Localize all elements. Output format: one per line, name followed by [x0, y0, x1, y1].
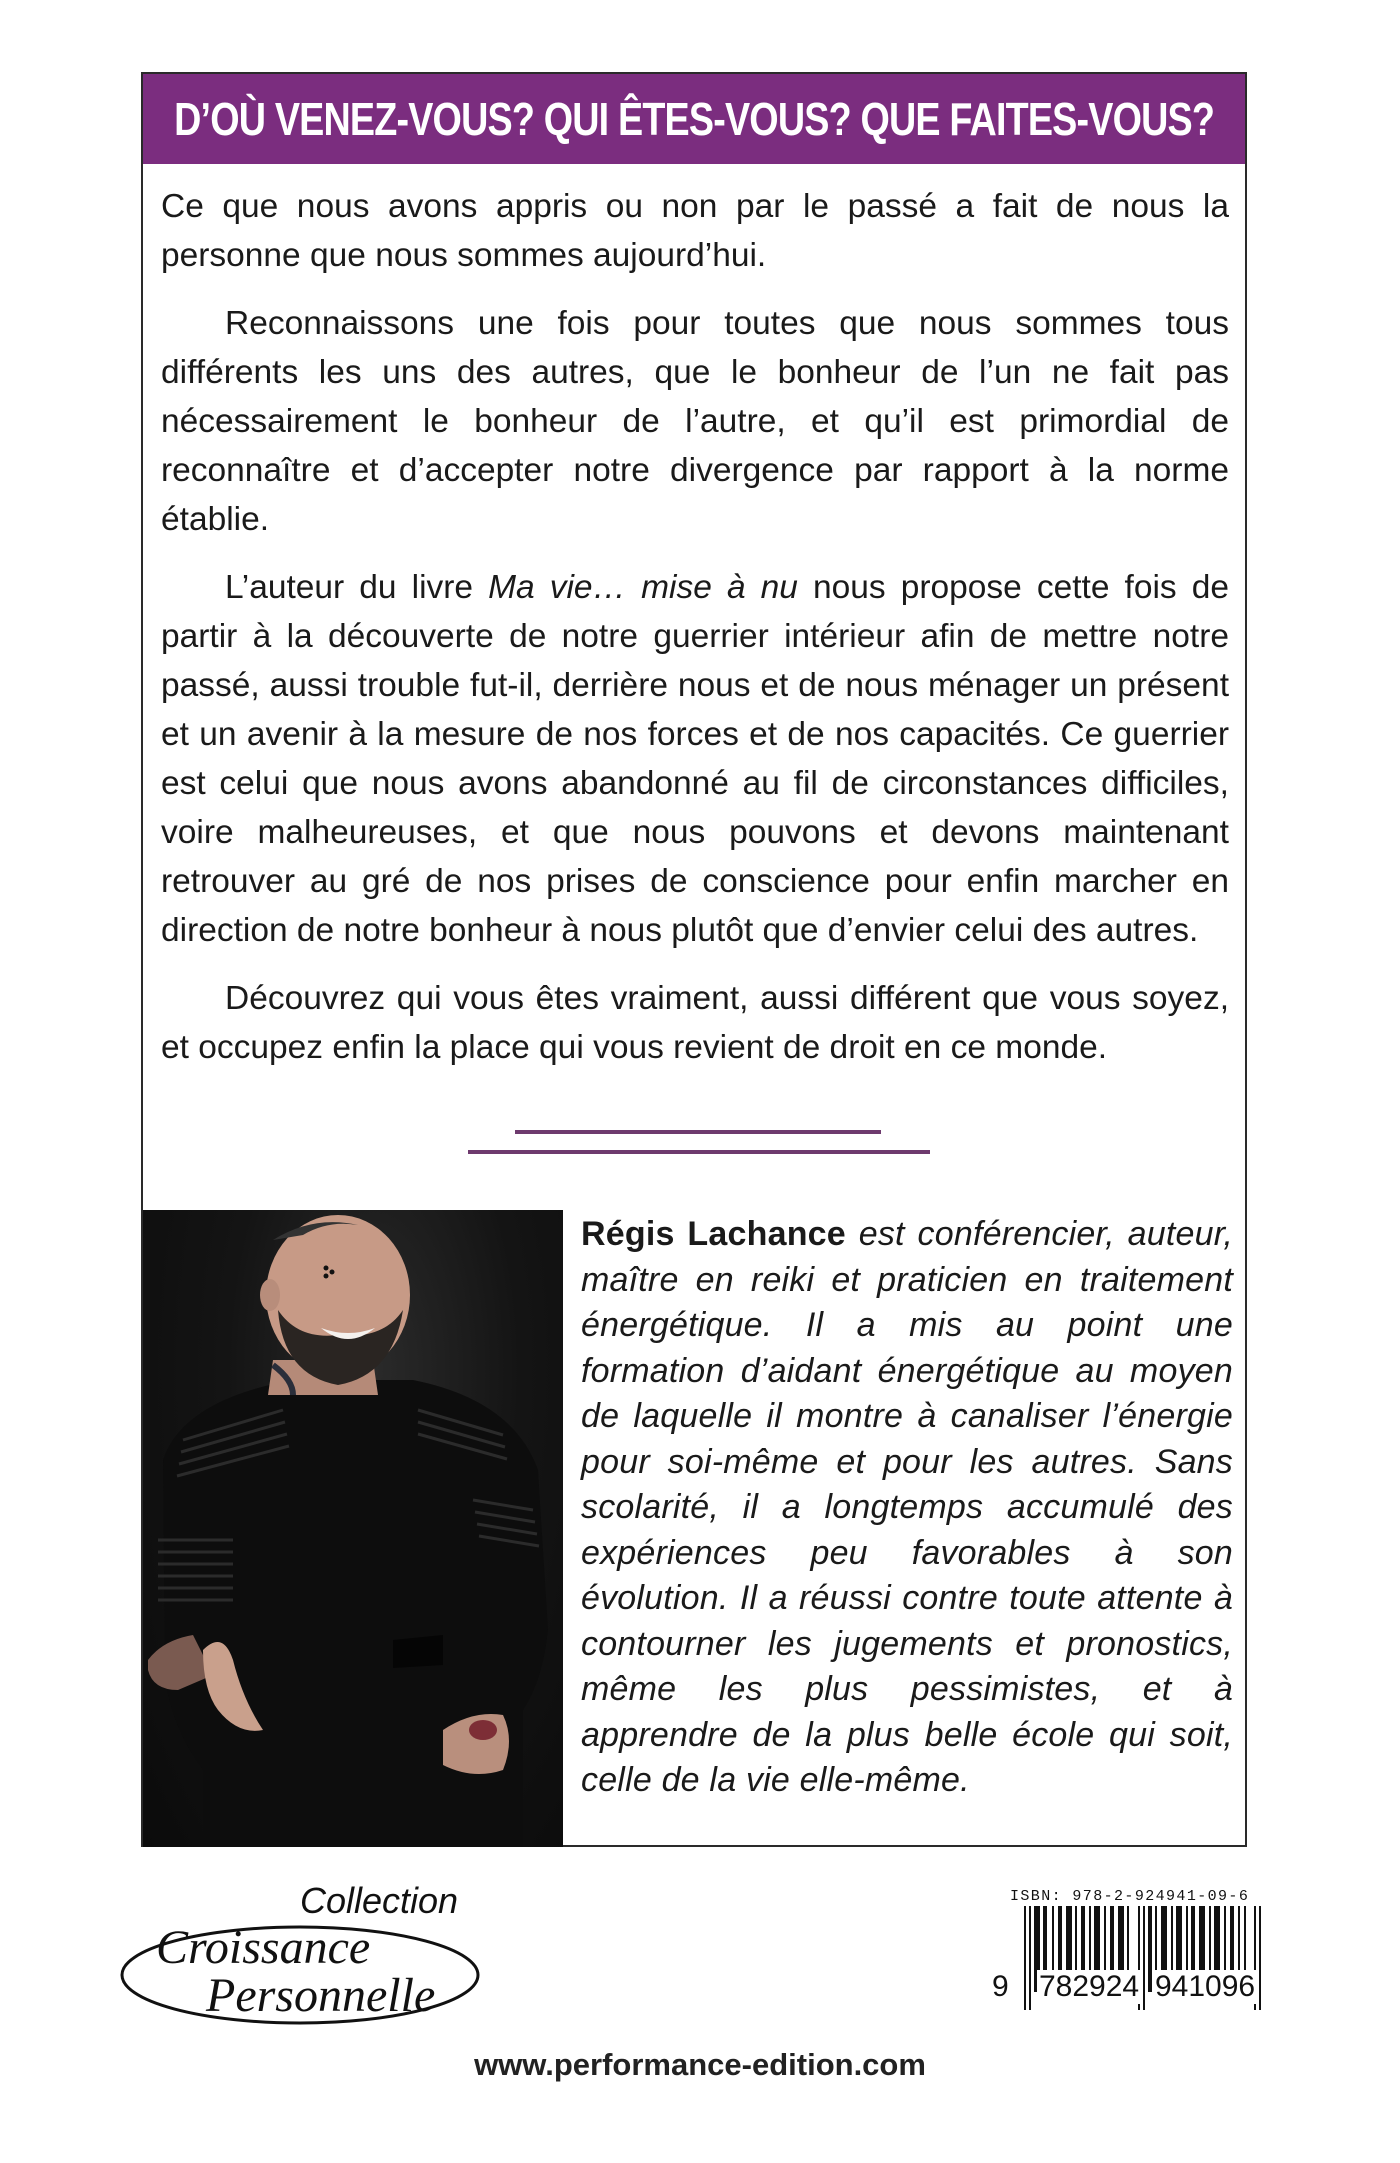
blurb-text [161, 182, 1229, 1091]
divider-line-top [515, 1130, 881, 1134]
author-photo [143, 1210, 563, 1847]
title-banner [143, 74, 1245, 164]
blurb-paragraph-2: Reconnaissons une fois pour toutes que nous sommes tous différents les uns des autres, que le bonheur de l’un ne fait pas nécessairement le bonheur de l’autre, et qu’il est primordial de reconnaître et d’accepter notre divergence par rapport à la norme établie. [161, 305, 1229, 538]
blurb-p3-lead: L’auteur du livre [225, 569, 489, 606]
back-cover-frame [141, 72, 1247, 1847]
collection-logo [110, 1880, 490, 2040]
barcode-left-digits: 782924 [1039, 1970, 1140, 2003]
author-bio-text: est conférencier, auteur, maître en reiki et praticien en traitement énergétique. Il a mis au point une formation d’aidant énergétique au moyen de laquelle il montre à canaliser l’énergie pour soi-même et pour les autres. Sans scolarité, il a longtemps accumulé des expériences peu favorables à son évolution. Il a réussi contre toute attente à contourner les jugements et pronostics, même les plus pessimistes, et à apprendre de la plus belle école qui soit, celle de la vie elle-même. [581, 1215, 1234, 1799]
isbn-barcode-block [992, 1888, 1280, 2018]
blurb-p3-rest: nous propose cette fois de partir à la découverte de notre guerrier intérieur afin de mettre notre passé, aussi trouble fut-il, derrière nous et de nous ménager un présent et un avenir à la mesure de nos forces et de nos capacités. Ce guerrier est celui que nous avons abandonné au fil de circonstances difficiles, voire malheureuses, et que nous pouvons et devons maintenant retrouver au gré de nos prises de conscience pour enfin marcher en direction de notre bonheur à nous plutôt que d’envier celui des autres. [161, 569, 1229, 949]
barcode-first-digit: 9 [992, 1970, 1009, 2003]
logo-line-croissance: Croissance [156, 1921, 371, 1974]
blurb-paragraph-3 [161, 563, 1229, 955]
author-name: Régis Lachance [581, 1215, 846, 1253]
isbn-label: ISBN: 978-2-924941-09-6 [1010, 1888, 1250, 1905]
divider-line-bottom [468, 1150, 930, 1154]
blurb-paragraph-1: Ce que nous avons appris ou non par le passé a fait de nous la personne que nous sommes aujourd’hui. [161, 188, 1229, 274]
book-title-reference: Ma vie… mise à nu [488, 569, 798, 606]
page-title: D’OÙ VENEZ-VOUS? QUI ÊTES-VOUS? QUE FAITES-VOUS? [174, 93, 1214, 145]
publisher-website[interactable]: www.performance-edition.com [474, 2047, 926, 2082]
logo-line-personnelle: Personnelle [206, 1969, 436, 2022]
logo-collection-label: Collection [300, 1880, 459, 1921]
barcode-right-digits: 941096 [1155, 1970, 1256, 2003]
blurb-paragraph-4: Découvrez qui vous êtes vraiment, aussi différent que vous soyez, et occupez enfin la place qui vous revient de droit en ce monde. [161, 980, 1229, 1066]
author-bio [581, 1212, 1233, 1804]
author-portrait-illustration [143, 1210, 563, 1847]
